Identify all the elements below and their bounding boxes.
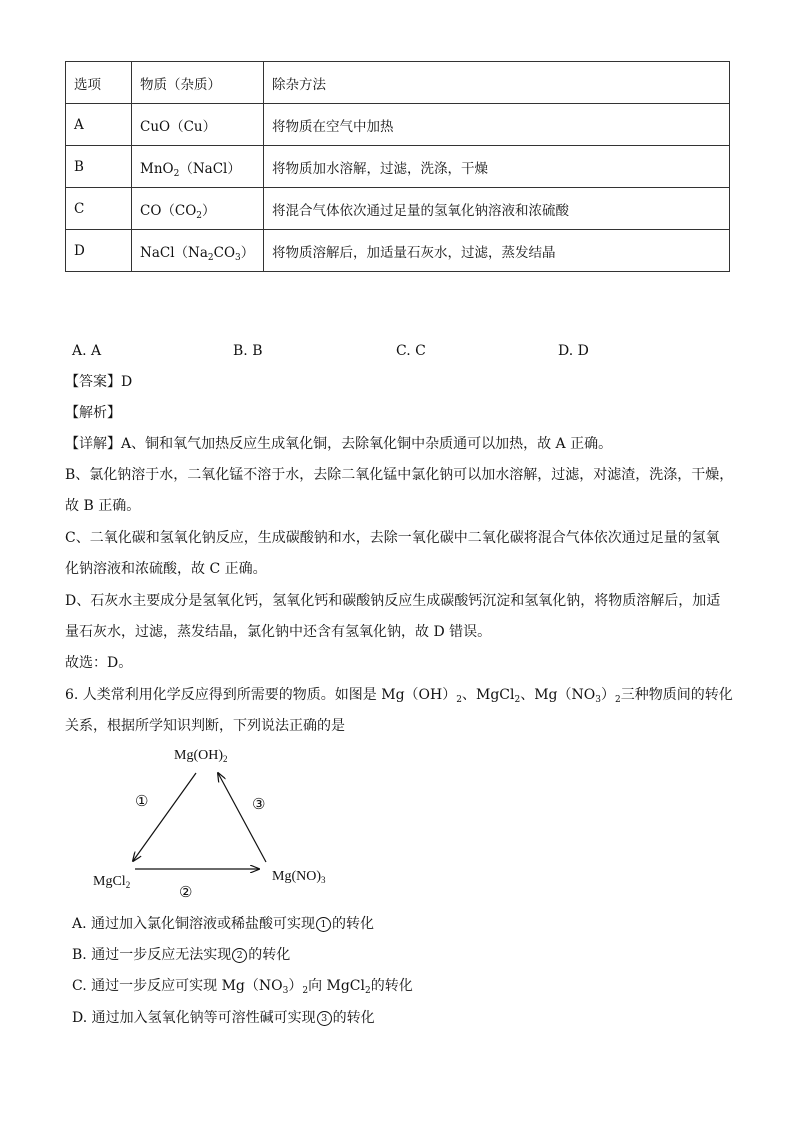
explanation-line: B、氯化钠溶于水，二氧化锰不溶于水，去除二氧化锰中氯化钠可以加水溶解，过滤，对滤渣，洗涤，干燥， [65,467,734,483]
choice-b: B. B [233,343,263,359]
answer-line: 【答案】D [65,374,133,390]
label-1: ① [135,792,149,810]
node-mgcl2: MgCl$_2$ [93,874,131,890]
question-6-stem-line2: 关系，根据所学知识判断，下列说法正确的是 [65,718,345,734]
arrow-3 [218,773,266,862]
node-mg-oh-2: $Mg(OH)_2$ [174,748,228,764]
row-substance: CuO（Cu） [132,104,264,146]
header-method: 除杂方法 [264,62,730,104]
row-option: D [66,230,132,272]
explanation-line: 【详解】A、铜和氧气加热反应生成氧化铜，去除氧化铜中杂质通可以加热，故 A 正确。 [65,436,613,452]
option-c: C. 通过一步反应可实现 $Mg(NO_3)_2$向 MgCl$_2$的转化 [72,978,413,996]
choice-d: D. D [558,343,589,359]
option-a: A. 通过加入氯化铜溶液或稀盐酸可实现 1 的转化 [72,916,375,932]
option-b: B. 通过一步反应无法实现 2 的转化 [72,947,291,963]
row-substance: MnO$_2$（NaCl） [132,146,264,188]
label-2: ② [179,883,193,901]
explanation-line: D、石灰水主要成分是氢氧化钙，氢氧化钙和碳酸钠反应生成碳酸钙沉淀和氢氧化钠，将物质溶解后，加适 [65,593,721,609]
explanation-line: 故 B 正确。 [65,498,141,514]
label-3: ③ [252,795,266,813]
row-option: C [66,188,132,230]
row-method: 将混合气体依次通过足量的氢氧化钠溶液和浓硫酸 [264,188,730,230]
row-option: A [66,104,132,146]
row-option: B [66,146,132,188]
row-substance: $CO(CO_2)$ [132,188,264,230]
row-substance: $NaCl(Na_2CO_3)$ [132,230,264,272]
header-option: 选项 [66,62,132,104]
explanation-line: 化钠溶液和浓硫酸，故 C 正确。 [65,561,267,577]
row-method: 将物质加水溶解，过滤，洗涤，干燥 [264,146,730,188]
choice-a: A. A [72,343,102,359]
header-substance: 物质（杂质） [132,62,264,104]
arrow-1 [133,773,196,861]
explanation-line: 量石灰水，过滤，蒸发结晶，氯化钠中还含有氢氧化钠，故 D 错误。 [65,624,492,640]
choice-c: C. C [396,343,426,359]
explanation-line: 故选：D。 [65,655,133,671]
option-d: D. 通过加入氢氧化钠等可溶性碱可实现 3 的转化 [72,1010,375,1026]
node-mg-no3: $Mg(NO)_3$ [272,869,326,885]
analysis-label: 【解析】 [65,405,121,421]
explanation-line: C、二氧化碳和氢氧化钠反应，生成碳酸钠和水，去除一氧化碳中二氧化碳将混合气体依次通过足量的氢氧 [65,530,720,546]
question-6-stem: 6. 人类常利用化学反应得到所需要的物质。如图是 $Mg(OH)_2$、MgCl$_2$、$Mg(NO_3)_2$三种物质间的转化 [65,687,733,705]
row-method: 将物质溶解后，加适量石灰水，过滤，蒸发结晶 [264,230,730,272]
row-method: 将物质在空气中加热 [264,104,730,146]
